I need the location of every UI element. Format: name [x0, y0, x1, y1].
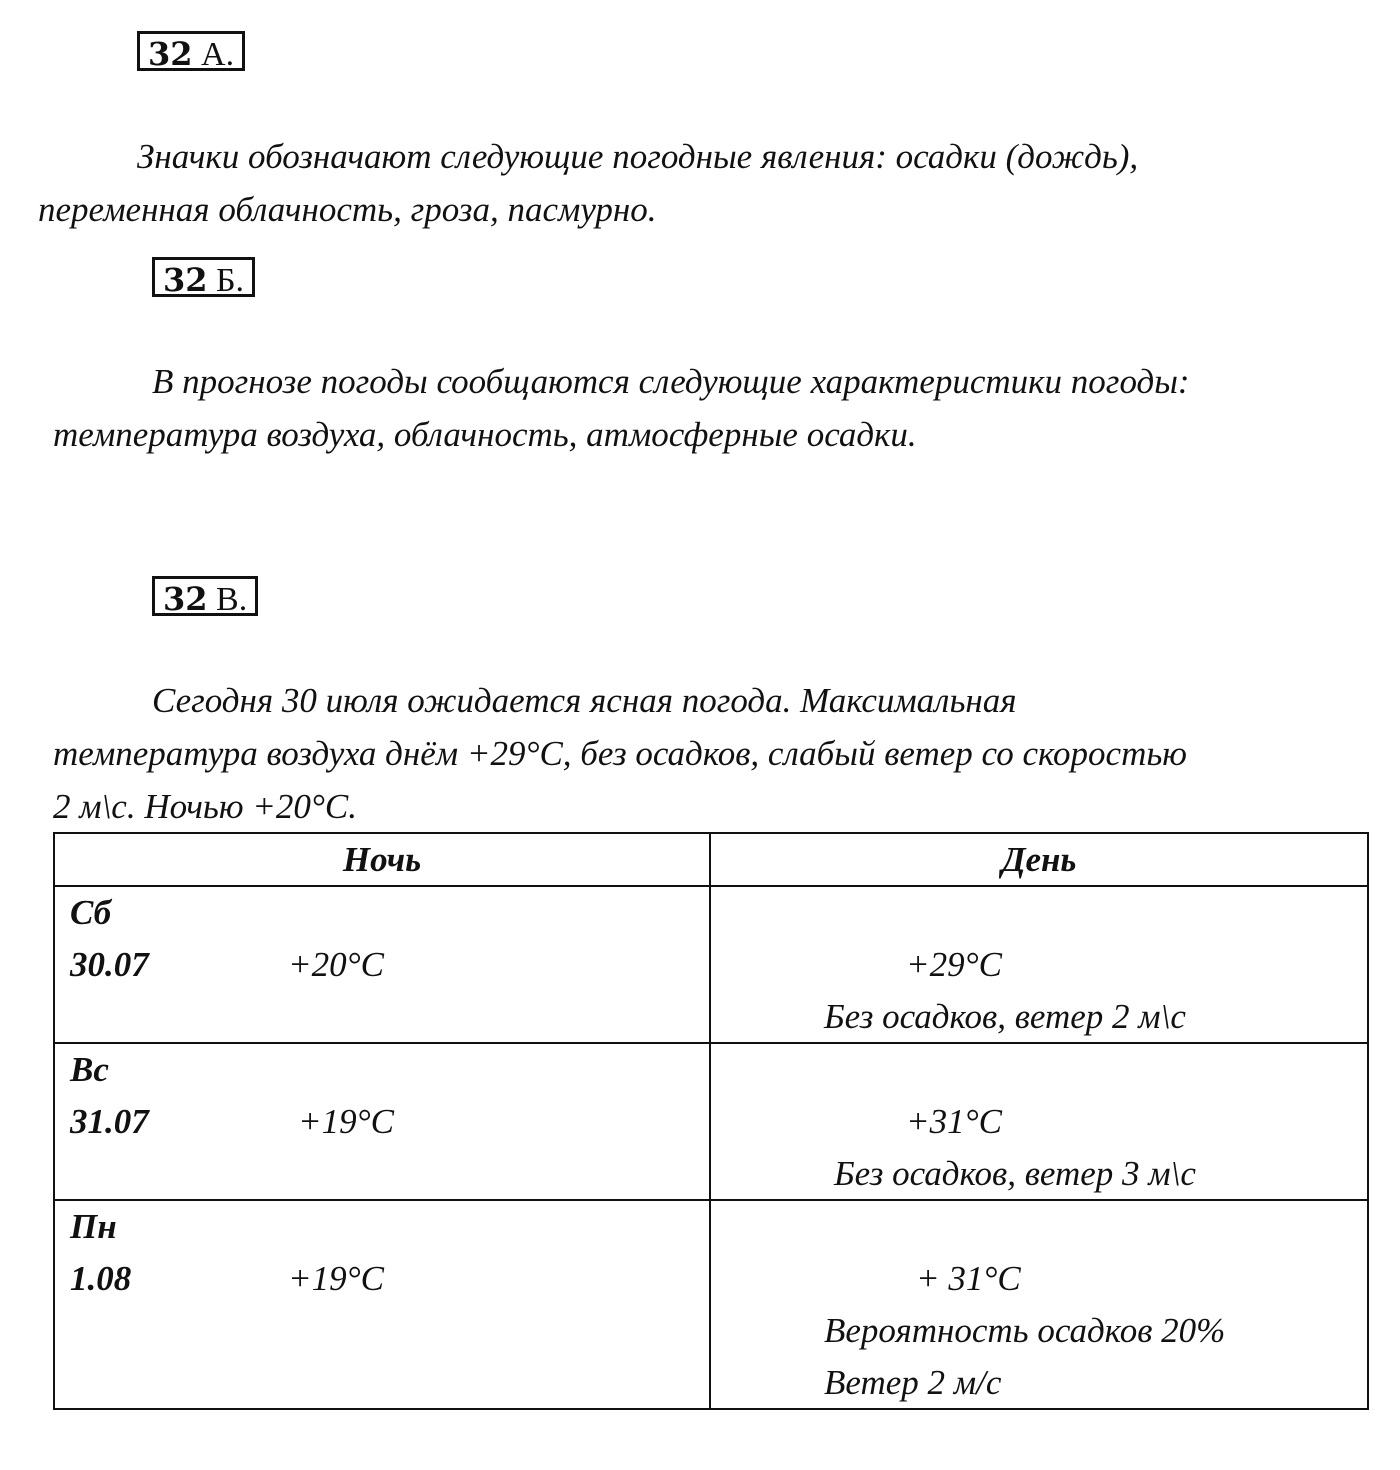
day-cell	[710, 1200, 1368, 1409]
paragraph-line: Сегодня 30 июля ожидается ясная погода. Максимальная	[152, 681, 1017, 720]
paragraph-line: 2 м\с. Ночью +20°C.	[53, 787, 357, 826]
table-header-row	[54, 833, 1368, 886]
date: 1.08	[70, 1259, 132, 1298]
paragraph-b	[53, 355, 1190, 461]
day-cell	[710, 1043, 1368, 1200]
table-row	[54, 1043, 1368, 1200]
night-cell	[54, 1200, 710, 1409]
day-temp: +31°C	[906, 1102, 1002, 1141]
table-row	[54, 886, 1368, 1043]
day-note: Без осадков, ветер 3 м\с	[834, 1154, 1196, 1193]
paragraph-line: В прогнозе погоды сообщаются следующие характеристики погоды:	[152, 362, 1190, 401]
night-temp: +20°C	[288, 945, 384, 984]
header-night: Ночь	[54, 833, 710, 886]
section-number: 32	[163, 580, 208, 618]
day-note: Ветер 2 м/с	[824, 1363, 1002, 1402]
section-letter: Б.	[216, 262, 245, 299]
paragraph-a	[38, 130, 1138, 236]
paragraph-line: температура воздуха днём +29°C, без осадков, слабый ветер со скоростью	[53, 734, 1187, 773]
paragraph-line: Значки обозначают следующие погодные явления: осадки (дождь),	[137, 137, 1139, 176]
section-label-b	[152, 257, 255, 297]
paragraph-line: температура воздуха, облачность, атмосферные осадки.	[53, 415, 917, 454]
day-note: Без осадков, ветер 2 м\с	[824, 997, 1186, 1036]
day-note: Вероятность осадков 20%	[824, 1311, 1226, 1350]
header-day: День	[710, 833, 1368, 886]
night-cell	[54, 886, 710, 1043]
day-temp: +29°C	[906, 945, 1002, 984]
table-row	[54, 1200, 1368, 1409]
weekday: Пн	[70, 1207, 117, 1246]
section-number: 32	[148, 35, 193, 73]
paragraph-line: переменная облачность, гроза, пасмурно.	[38, 190, 657, 229]
night-cell	[54, 1043, 710, 1200]
day-temp: + 31°C	[916, 1259, 1021, 1298]
date: 30.07	[70, 945, 149, 984]
forecast-table	[53, 832, 1369, 1410]
section-letter: В.	[216, 581, 248, 618]
section-label-c	[152, 576, 258, 616]
date: 31.07	[70, 1102, 149, 1141]
paragraph-c	[53, 674, 1187, 833]
weekday: Сб	[70, 893, 112, 932]
section-label-a	[137, 31, 245, 71]
night-temp: +19°C	[298, 1102, 394, 1141]
section-letter: А.	[201, 36, 235, 73]
weekday: Вс	[70, 1050, 109, 1089]
night-temp: +19°C	[288, 1259, 384, 1298]
section-number: 32	[163, 261, 208, 299]
day-cell	[710, 886, 1368, 1043]
